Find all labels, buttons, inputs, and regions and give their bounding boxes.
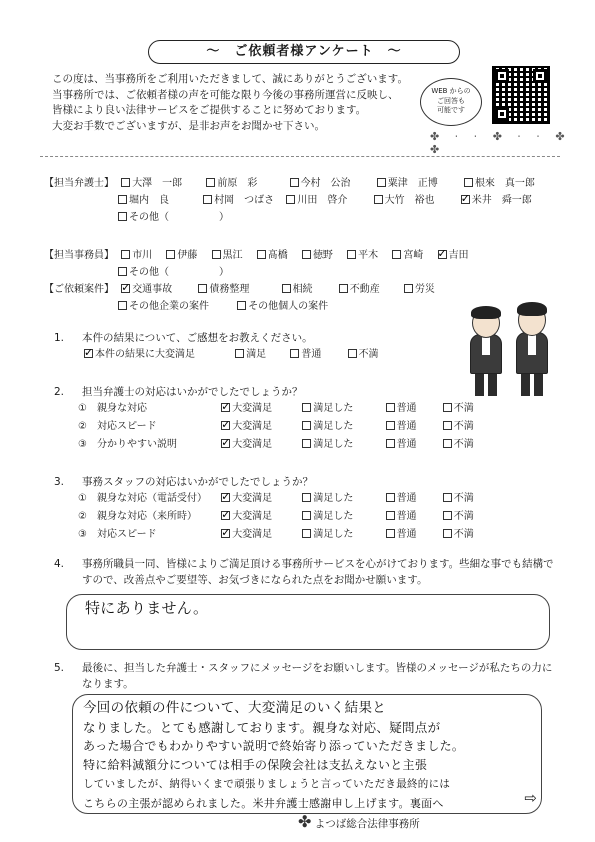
answer-line: していましたが、納得いくまで頑張りましょうと言っていただき最終的には [83, 778, 451, 790]
option-label: 不満 [358, 349, 379, 360]
q2-row [78, 401, 474, 417]
option-label: 不満 [453, 439, 474, 450]
case-option[interactable] [121, 282, 195, 298]
staff-option[interactable] [166, 248, 208, 264]
option-label: 黒江 [222, 250, 243, 261]
checkbox-checked[interactable] [461, 195, 470, 204]
option-label: 満足した [313, 403, 354, 414]
arrow-right-icon: ⇨ [524, 789, 537, 807]
rating-option[interactable] [386, 527, 440, 543]
case-option[interactable] [237, 299, 328, 315]
rating-option[interactable] [386, 419, 440, 435]
rating-option[interactable] [302, 527, 382, 543]
option-label: 根來 真一郎 [474, 178, 535, 189]
bubble-line: ご回答も [437, 96, 465, 105]
rating-option[interactable] [443, 509, 474, 525]
checkbox[interactable] [282, 284, 291, 293]
divider [40, 156, 560, 157]
qr-finder [495, 107, 509, 121]
question-text: 事務所職員一同、皆様によりご満足頂ける事務所サービスを心がけております。些細な事でも結構で [82, 558, 554, 570]
option-label: 徳野 [312, 250, 333, 261]
checkbox[interactable] [302, 403, 311, 412]
row-label: ① 親身な対応（電話受付） [78, 493, 207, 504]
case-option[interactable] [198, 282, 278, 298]
case-option[interactable] [404, 282, 435, 298]
question-text: すので、改善点やご要望等、お気づきになられた点をお聞かせ願います。 [82, 574, 428, 586]
intro-text [52, 72, 432, 134]
q4-answer-box[interactable] [66, 594, 550, 650]
rating-option[interactable] [221, 509, 299, 525]
checkbox[interactable] [443, 493, 452, 502]
question-3 [54, 474, 313, 491]
option-label: 米井 舜一郎 [471, 195, 532, 206]
page-title: ～ ご依頼者様アンケート ～ [148, 40, 460, 64]
checkbox[interactable] [348, 349, 357, 358]
checkbox[interactable] [339, 284, 348, 293]
lawyer-option[interactable] [290, 176, 374, 192]
option-label: 満足した [313, 493, 354, 504]
q3-row [78, 509, 474, 525]
bubble-line: WEB からの [431, 87, 471, 95]
checkbox[interactable] [235, 349, 244, 358]
option-label: 吉田 [448, 250, 469, 261]
question-number: 1. [54, 332, 65, 344]
checkbox[interactable] [203, 195, 212, 204]
checkbox[interactable] [302, 511, 311, 520]
staff-option[interactable] [392, 248, 434, 264]
checkbox[interactable] [443, 511, 452, 520]
option-label: 大澤 一郎 [132, 178, 183, 189]
checkbox[interactable] [121, 178, 130, 187]
checkbox[interactable] [257, 250, 266, 259]
row-label: ② 親身な対応（来所時） [78, 511, 197, 522]
question-number: 3. [54, 476, 65, 488]
question-5 [54, 660, 564, 692]
qr-code[interactable] [492, 66, 550, 124]
q2-row [78, 419, 474, 435]
option-label: 満足した [313, 439, 354, 450]
checkbox-checked[interactable] [438, 250, 447, 259]
lawyer-option[interactable] [118, 193, 200, 209]
option-label: 村岡 つばさ [214, 195, 275, 206]
question-number: 4. [54, 558, 65, 570]
checkbox[interactable] [118, 301, 127, 310]
checkbox-checked[interactable] [221, 403, 230, 412]
option-label: 大変満足 [232, 439, 273, 450]
checkbox[interactable] [121, 250, 130, 259]
rating-option[interactable] [386, 509, 440, 525]
answer-line: こちらの主張が認められました。米井弁護士感謝申し上げます。裏面へ [83, 797, 444, 810]
option-label: 大竹 裕也 [384, 195, 435, 206]
checkbox[interactable] [302, 529, 311, 538]
option-label: 不満 [453, 493, 474, 504]
rating-option[interactable] [221, 401, 299, 417]
lawyer-option[interactable] [377, 176, 461, 192]
option-label: 大変満足 [232, 529, 273, 540]
option-label: 不動産 [349, 284, 380, 295]
option-label: 髙橋 [267, 250, 288, 261]
lawyer-option[interactable] [286, 193, 370, 209]
q5-answer-text [83, 699, 539, 813]
q1-option[interactable] [290, 347, 344, 363]
q4-answer-text: 特にありません。 [85, 599, 209, 617]
q2-row [78, 437, 474, 453]
checkbox-checked[interactable] [221, 493, 230, 502]
option-label: 満足した [313, 421, 354, 432]
option-label: 普通 [396, 403, 417, 414]
option-label: 粟津 正博 [387, 178, 438, 189]
checkbox[interactable] [118, 267, 127, 276]
qr-finder [533, 69, 547, 83]
firm-name: よつば総合法律事務所 [314, 818, 420, 830]
case-label: 【ご依頼案件】 [44, 284, 114, 295]
option-label: 不満 [453, 529, 474, 540]
option-label: 本件の結果に大変満足 [95, 349, 195, 360]
staff-option[interactable] [121, 248, 163, 264]
question-text: 最後に、担当した弁護士・スタッフにメッセージをお願いします。皆様のメッセージが私たちの力に [82, 662, 553, 674]
lawyer-option[interactable] [374, 193, 458, 209]
q3-row [78, 527, 474, 543]
checkbox[interactable] [302, 439, 311, 448]
rating-option[interactable] [302, 419, 382, 435]
rating-option[interactable] [443, 401, 474, 417]
option-label: 不満 [453, 403, 474, 414]
question-text: 事務スタッフの対応はいかがでしたでしょうか？ [82, 476, 313, 488]
option-label: 不満 [453, 421, 474, 432]
option-label: 堀内 良 [129, 195, 169, 206]
answer-line: 特に給料減額分については相手の保険会社は支払えないと主張 [83, 758, 428, 772]
checkbox[interactable] [386, 403, 395, 412]
bubble-line: 可能です [437, 106, 465, 114]
question-text: 担当弁護士の対応はいかがでしたでしょうか？ [82, 386, 303, 398]
option-label: 普通 [396, 493, 417, 504]
option-label: 市川 [132, 250, 153, 261]
option-label: 前原 彩 [217, 178, 258, 189]
option-label: その他（ ） [129, 267, 229, 278]
option-label: 宮崎 [403, 250, 424, 261]
checkbox[interactable] [443, 529, 452, 538]
q1-option[interactable] [235, 347, 287, 363]
checkbox[interactable] [290, 349, 299, 358]
staff-option[interactable] [347, 248, 389, 264]
option-label: 相続 [292, 284, 313, 295]
option-label: 伊藤 [177, 250, 198, 261]
checkbox-checked[interactable] [221, 529, 230, 538]
rating-option[interactable] [221, 437, 299, 453]
row-label: ③ 分かりやすい説明 [78, 439, 177, 450]
checkbox[interactable] [386, 493, 395, 502]
firm-footer [298, 812, 420, 831]
rating-option[interactable] [443, 437, 474, 453]
option-label: 満足 [246, 349, 267, 360]
question-2 [54, 384, 303, 401]
checkbox-checked[interactable] [121, 284, 130, 293]
option-label: 労災 [414, 284, 435, 295]
rating-option[interactable] [302, 401, 382, 417]
option-label: 今村 公治 [300, 178, 351, 189]
rating-option[interactable] [302, 491, 382, 507]
staff-option[interactable] [302, 248, 344, 264]
checkbox[interactable] [206, 178, 215, 187]
checkbox[interactable] [286, 195, 295, 204]
q1-options [84, 347, 379, 363]
intro-line: この度は、当事務所をご利用いただきまして、誠にありがとうございます。 [52, 73, 408, 85]
rating-option[interactable] [221, 527, 299, 543]
answer-line: 今回の依頼の件について、大変満足のいく結果と [83, 700, 387, 716]
q1-option[interactable] [348, 347, 379, 363]
checkbox[interactable] [290, 178, 299, 187]
staff-option[interactable] [257, 248, 299, 264]
rating-option[interactable] [221, 491, 299, 507]
rating-option[interactable] [443, 491, 474, 507]
checkbox-checked[interactable] [221, 439, 230, 448]
option-label: 大変満足 [232, 403, 273, 414]
lawyer-option[interactable] [206, 176, 286, 192]
rating-option[interactable] [302, 437, 382, 453]
option-label: 普通 [396, 511, 417, 522]
staff-other[interactable] [118, 265, 229, 281]
person-figure [464, 304, 508, 398]
checkbox[interactable] [118, 212, 127, 221]
case-option[interactable] [339, 282, 401, 298]
q5-answer-box[interactable] [72, 694, 542, 814]
checkbox[interactable] [464, 178, 473, 187]
option-label: 債務整理 [209, 284, 250, 295]
checkbox[interactable] [392, 250, 401, 259]
rating-option[interactable] [443, 527, 474, 543]
q2-grid [78, 401, 474, 453]
checkbox[interactable] [386, 529, 395, 538]
checkbox[interactable] [404, 284, 413, 293]
checkbox[interactable] [386, 421, 395, 430]
option-label: 大変満足 [232, 421, 273, 432]
lawyer-row-1 [44, 176, 535, 192]
case-row-2 [118, 299, 328, 315]
q3-grid [78, 491, 474, 543]
lawyer-label: 【担当弁護士】 [44, 178, 114, 189]
checkbox[interactable] [118, 195, 127, 204]
option-label: 普通 [396, 439, 417, 450]
checkbox[interactable] [302, 493, 311, 502]
lawyer-option[interactable] [203, 193, 283, 209]
intro-line: 大変お手数でございますが、是非お声をお聞かせ下さい。 [52, 119, 325, 132]
option-label: 平木 [358, 250, 379, 261]
row-label: ① 親身な対応 [78, 403, 147, 414]
option-label: 大変満足 [232, 511, 273, 522]
rating-option[interactable] [386, 437, 440, 453]
checkbox[interactable] [386, 439, 395, 448]
intro-line: 当事務所では、ご依頼者様の声を可能な限り今後の事務所運営に反映し、 [52, 88, 399, 101]
checkbox-checked[interactable] [221, 421, 230, 430]
checkbox[interactable] [443, 439, 452, 448]
lawyer-option[interactable] [464, 176, 535, 192]
q3-row [78, 491, 474, 507]
q1-option[interactable] [84, 347, 232, 363]
checkbox[interactable] [443, 421, 452, 430]
option-label: 普通 [301, 349, 322, 360]
option-label: その他企業の案件 [129, 301, 209, 312]
question-4 [54, 556, 564, 588]
checkbox[interactable] [166, 250, 175, 259]
option-label: 川田 啓介 [297, 195, 348, 206]
checkbox[interactable] [237, 301, 246, 310]
checkbox[interactable] [374, 195, 383, 204]
question-text: なります。 [82, 678, 134, 690]
person-figure [510, 300, 554, 398]
option-label: 交通事故 [132, 284, 173, 295]
staff-row-1 [44, 248, 469, 264]
staff-option[interactable] [212, 248, 254, 264]
web-answer-bubble [420, 78, 482, 126]
rating-option[interactable] [386, 401, 440, 417]
checkbox[interactable] [443, 403, 452, 412]
row-label: ③ 対応スピード [78, 529, 157, 540]
checkbox[interactable] [198, 284, 207, 293]
checkbox[interactable] [302, 421, 311, 430]
checkbox[interactable] [386, 511, 395, 520]
row-label: ② 対応スピード [78, 421, 157, 432]
rating-option[interactable] [443, 419, 474, 435]
lawyer-option[interactable] [121, 176, 203, 192]
clover-icon: ✤ [298, 812, 312, 831]
decoration-clovers: ✤ ⋅ ⋅ ✤ ⋅ ⋅ ✤ ✤ [430, 130, 571, 156]
case-option[interactable] [118, 299, 234, 315]
staff-illustration [460, 300, 556, 400]
option-label: その他個人の案件 [248, 301, 329, 312]
staff-option[interactable] [438, 248, 469, 264]
case-row-1 [44, 282, 435, 298]
intro-line: 皆様により良い法律サービスをご提供することに努めております。 [52, 104, 367, 116]
option-label: その他（ ） [129, 212, 229, 223]
checkbox-checked[interactable] [84, 349, 93, 358]
lawyer-row-2 [118, 193, 532, 209]
staff-label: 【担当事務員】 [44, 250, 114, 261]
checkbox[interactable] [302, 250, 311, 259]
checkbox[interactable] [377, 178, 386, 187]
option-label: 満足した [313, 511, 354, 522]
question-number: 2. [54, 386, 65, 398]
option-label: 普通 [396, 529, 417, 540]
rating-option[interactable] [302, 509, 382, 525]
question-text: 本件の結果について、ご感想をお教えください。 [82, 332, 313, 344]
checkbox-checked[interactable] [221, 511, 230, 520]
checkbox[interactable] [347, 250, 356, 259]
case-option[interactable] [282, 282, 336, 298]
lawyer-option[interactable] [461, 193, 532, 209]
option-label: 普通 [396, 421, 417, 432]
rating-option[interactable] [386, 491, 440, 507]
question-number: 5. [54, 662, 65, 674]
answer-line: なりました。とても感謝しております。親身な対応、疑問点が [83, 720, 441, 735]
option-label: 不満 [453, 511, 474, 522]
option-label: 大変満足 [232, 493, 273, 504]
rating-option[interactable] [221, 419, 299, 435]
option-label: 満足した [313, 529, 354, 540]
answer-line: あった場合でもわかりやすい説明で終始寄り添っていただきました。 [83, 739, 465, 753]
lawyer-other[interactable] [118, 210, 229, 226]
checkbox[interactable] [212, 250, 221, 259]
qr-finder [495, 69, 509, 83]
